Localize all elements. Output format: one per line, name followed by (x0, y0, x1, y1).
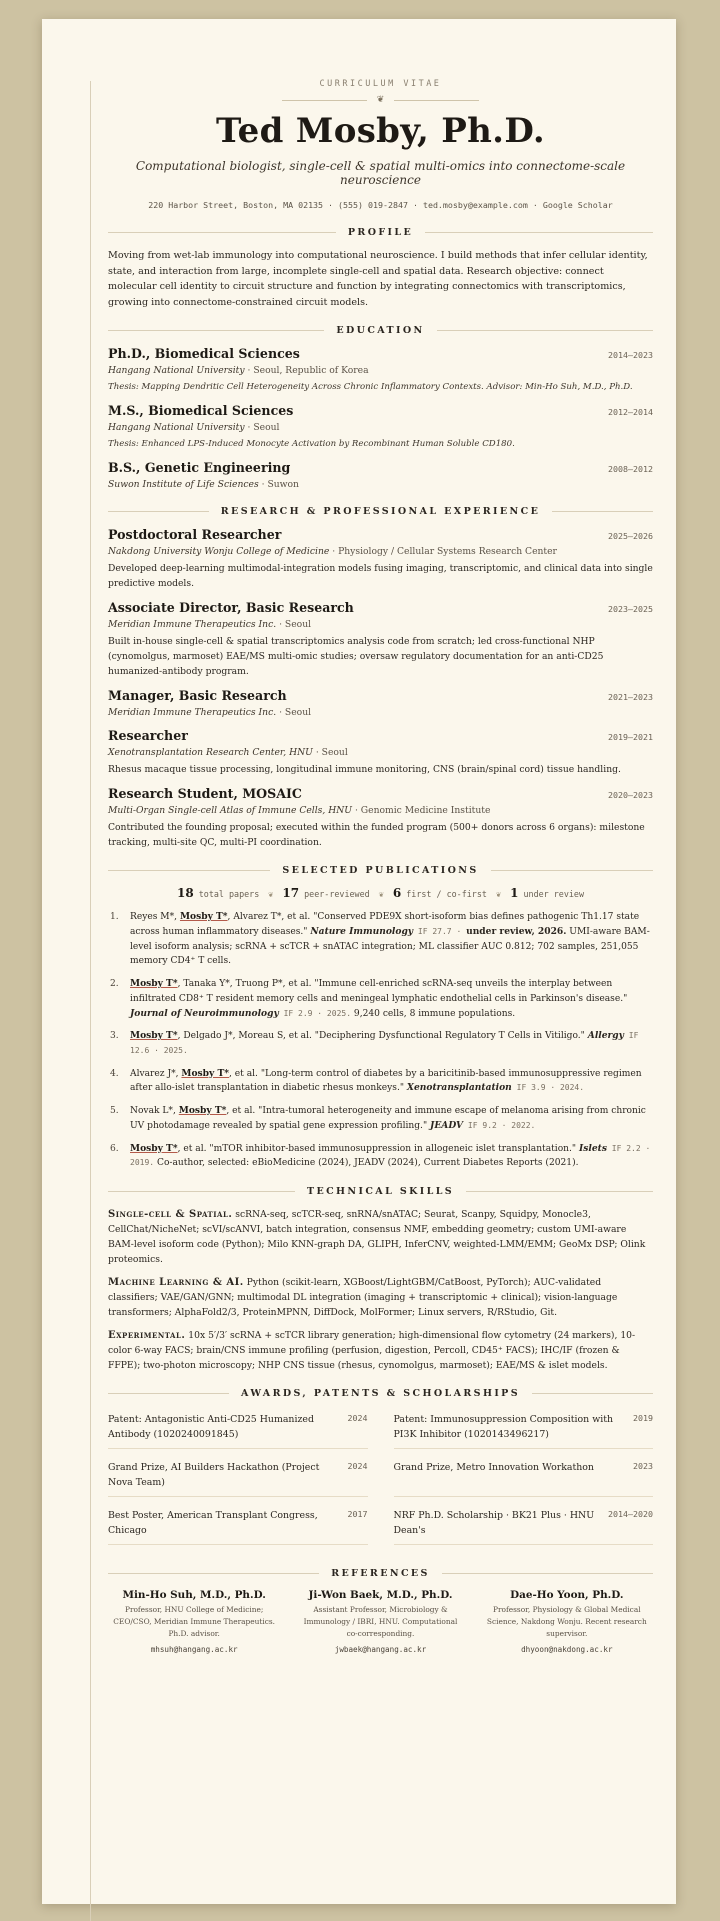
impact-factor: IF 12.6 · 2025. (130, 1031, 639, 1055)
publication-number: 1. (110, 912, 119, 923)
reference-role: Professor, HNU College of Medicine; CEO/CSO, Meridian Immune Therapeutics. Ph.D. advisor. (113, 1604, 276, 1638)
entry-header (108, 688, 653, 703)
institution-place: · Suwon (258, 479, 299, 491)
citation-title: , et al. "Long-term control of diabetes by a baricitinib-based immunosuppressive regimen after allo-islet transplantation in diabetic rhesus monkeys." (130, 1068, 642, 1094)
award-title: Grand Prize, Metro Innovation Workathon (393, 1461, 594, 1473)
award-title: Patent: Immunosuppression Composition with PI3K Inhibitor (1020143496217) (393, 1413, 614, 1440)
skill-text: 10x 5′/3′ scRNA + scTCR library generation; high-dimensional flow cytometry (24 markers), 10-color 6-way FACS; brain/CNS immune profiling (perfusion, digestion, Percoll, CD45⁺ FACS); IHC/IF (frozen & FFPE); two-photon microscopy; NHP CNS tissue (rhesus, cynomolgus, marmoset); EAE/MS & islet models. (108, 1329, 636, 1371)
reference-card (108, 1589, 280, 1654)
publication-item (108, 1142, 653, 1171)
award-title: Best Poster, American Transplant Congress, Chicago (108, 1509, 318, 1536)
author-highlight: Mosby T* (178, 1105, 227, 1117)
award-item (394, 1505, 654, 1545)
organization (108, 804, 653, 817)
skill-group (108, 1207, 653, 1267)
organization-unit: · Genomic Medicine Institute (352, 805, 491, 817)
tagline: Computational biologist, single-cell & spatial multi-omics into connectome-scale neuroscience (135, 159, 626, 187)
cv-content (108, 79, 653, 1654)
publication-citation (130, 977, 653, 1021)
publication-item (108, 1029, 653, 1058)
institution-name: Hangang National University (108, 422, 245, 434)
fleuron-icon: ❦ (378, 889, 384, 900)
organization-name: Meridian Immune Therapeutics Inc. (108, 707, 277, 719)
skill-heading: Single-cell & Spatial. (108, 1208, 233, 1220)
education-entry (108, 460, 653, 491)
author-highlight: Mosby T* (130, 1142, 178, 1154)
entry-header (108, 786, 653, 801)
entry-date: 2012–2014 (608, 407, 653, 418)
reference-card (481, 1589, 653, 1654)
section-heading-experience: RESEARCH & PROFESSIONAL EXPERIENCE (108, 506, 653, 517)
organization-unit: · Seoul (276, 619, 312, 631)
entry-header (108, 346, 653, 361)
entry-date: 2025–2026 (608, 531, 653, 542)
education-list (108, 346, 653, 491)
organization-unit: · Seoul (276, 707, 312, 719)
degree-title: Ph.D., Biomedical Sciences (108, 346, 300, 362)
fleuron-icon: ❦ (376, 95, 385, 105)
reference-card (294, 1589, 466, 1654)
organization-unit: · Seoul (312, 747, 348, 759)
education-entry (108, 403, 653, 451)
thesis-note: Thesis: Mapping Dendritic Cell Heterogeneity Across Chronic Inflammatory Contexts. Advisor: Min-Ho Suh, M.D., Ph.D. (108, 382, 633, 393)
institution-name: Suwon Institute of Life Sciences (108, 479, 259, 491)
reference-role: Assistant Professor, Microbiology & Immunology / IBRI, HNU. Computational co-corresponding. (303, 1604, 458, 1638)
author-highlight: Mosby T* (181, 1067, 230, 1079)
skill-group (108, 1328, 653, 1373)
organization-name: Meridian Immune Therapeutics Inc. (108, 619, 277, 631)
document-eyebrow: CURRICULUM VITAE (319, 79, 442, 89)
job-description: Developed deep-learning multimodal-integration models fusing imaging, transcriptomic, and clinical data into single predictive models. (108, 563, 653, 590)
entry-date: 2021–2023 (608, 692, 653, 703)
award-item (108, 1409, 368, 1449)
citation-authors-pre: Alvarez J*, (130, 1068, 182, 1079)
organization (108, 618, 653, 631)
publication-number: 2. (110, 979, 119, 990)
publication-citation (130, 1067, 653, 1096)
experience-list (108, 527, 653, 850)
journal-name: Islets (579, 1142, 607, 1154)
impact-factor: IF 2.9 · 2025. (278, 1008, 352, 1018)
organization-name: Nakdong University Wonju College of Medicine (108, 546, 330, 558)
institution-place: · Seoul, Republic of Korea (244, 365, 369, 377)
entry-header (108, 460, 653, 475)
skill-heading: Experimental. (108, 1329, 186, 1341)
degree-title: B.S., Genetic Engineering (108, 460, 291, 476)
institution (108, 421, 653, 434)
publication-status: under review, 2026. (466, 926, 567, 938)
organization (108, 706, 653, 719)
impact-factor: IF 9.2 · 2022. (463, 1120, 536, 1130)
reference-email: dhyoon@nakdong.ac.kr (521, 1644, 613, 1654)
journal-name: Xenotransplantation (406, 1082, 512, 1094)
author-highlight: Mosby T* (130, 1030, 178, 1042)
entry-header (108, 403, 653, 418)
publication-stats: 18 total papers ❦ 17 peer-reviewed ❦ 6 first / co-first ❦ 1 under review (176, 886, 584, 901)
publication-citation (130, 1104, 653, 1133)
entry-date: 2020–2023 (608, 790, 653, 801)
publication-item (108, 1067, 653, 1096)
experience-entry (108, 688, 653, 719)
skill-text: Python (scikit-learn, XGBoost/LightGBM/CatBoost, PyTorch); AUC-validated classifiers; VAE/GAN/GNN; multimodal DL integration (imaging + transcriptomic + clinical); vision-language transformers; AlphaFold2/3, ProteinMPNN, DiffDock, MolFormer; Linux servers, R/RStudio, Git. (108, 1276, 618, 1318)
fleuron-icon: ❦ (268, 889, 274, 900)
job-description: Built in-house single-cell & spatial transcriptomics analysis code from scratch; led cross-functional NHP (cynomolgus, marmoset) EAE/MS multi-omic studies; oversaw regulatory documentation for an anti-CD25 humanized-antibody program. (108, 636, 604, 678)
entry-date: 2008–2012 (608, 464, 653, 475)
citation-title: , Tanaka Y*, Truong P*, et al. "Immune cell-enriched scRNA-seq unveils the interplay between infiltrated CD8⁺ T resident memory cells and meningeal lymphatic endothelial cells in Parkinson's disease." (130, 979, 628, 1004)
author-highlight: Mosby T* (130, 978, 178, 990)
degree-title: M.S., Biomedical Sciences (108, 403, 294, 419)
experience-entry (108, 728, 653, 777)
citation-title: , Alvarez T*, et al. "Conserved PDE9X short-isoform bias defines pathogenic Th1.17 state across human inflammatory diseases." (130, 912, 640, 938)
job-title: Researcher (108, 728, 188, 744)
award-date: 2023 (633, 1460, 653, 1471)
awards-grid (108, 1409, 653, 1553)
job-description: Rhesus macaque tissue processing, longitudinal immune monitoring, CNS (brain/spinal cord) tissue handling. (108, 764, 621, 776)
entry-header (108, 527, 653, 542)
ornament-divider (108, 95, 653, 105)
contact-line: 220 Harbor Street, Boston, MA 02135 · (555) 019-2847 · ted.mosby@example.com · Google Scholar (148, 200, 613, 210)
experience-entry (108, 786, 653, 850)
skill-text: scRNA-seq, scTCR-seq, snRNA/snATAC; Seurat, Scanpy, Squidpy, Monocle3, CellChat/NicheNet; scVI/scANVI, batch integration, consensus NMF, embedding geometry; custom UMI-aware BAM-level isoform code (Python); Milo KNN-graph DA, GLIPH, InferCNV, weighted-LMM/EMM; GeoMx DSP; Olink proteomics. (108, 1208, 646, 1265)
publication-detail: Co-author, selected: eBioMedicine (2024), JEADV (2024), Current Diabetes Reports (2021). (154, 1158, 579, 1169)
award-title: Patent: Antagonistic Anti-CD25 Humanized Antibody (1020240091845) (108, 1413, 314, 1440)
publication-number: 4. (110, 1068, 119, 1079)
organization-name: Multi-Organ Single-cell Atlas of Immune Cells, HNU (108, 805, 353, 817)
citation-title: , Delgado J*, Moreau S, et al. "Deciphering Dysfunctional Regulatory T Cells in Vitiligo." (177, 1031, 588, 1042)
publication-citation (130, 1142, 653, 1171)
organization (108, 746, 653, 759)
publication-item (108, 977, 653, 1021)
publication-list (108, 910, 653, 1171)
section-heading-profile: PROFILE (108, 227, 653, 238)
award-title: NRF Ph.D. Scholarship · BK21 Plus · HNU Dean's (393, 1509, 595, 1536)
thesis-note: Thesis: Enhanced LPS-Induced Monocyte Activation by Recombinant Human Soluble CD180. (108, 439, 515, 450)
entry-date: 2019–2021 (608, 732, 653, 743)
organization (108, 545, 653, 558)
institution (108, 478, 653, 491)
publication-citation (130, 910, 653, 969)
stat-total-count: 18 (176, 886, 194, 901)
job-title: Manager, Basic Research (108, 688, 287, 704)
reference-role: Professor, Physiology & Global Medical Science, Nakdong Wonju. Recent research supervisor. (486, 1604, 647, 1638)
skill-heading: Machine Learning & AI. (108, 1276, 244, 1288)
entry-header (108, 600, 653, 615)
impact-factor: IF 3.9 · 2024. (511, 1083, 585, 1093)
citation-title: , et al. "mTOR inhibitor-based immunosuppression in allogeneic islet transplantation." (177, 1143, 579, 1154)
institution-place: · Seoul (244, 422, 280, 434)
entry-date: 2014–2023 (608, 350, 653, 361)
entry-date: 2023–2025 (608, 604, 653, 615)
award-item (394, 1457, 654, 1497)
job-title: Research Student, MOSAIC (108, 786, 302, 802)
institution (108, 364, 653, 377)
cv-page (42, 19, 676, 1904)
award-item (108, 1457, 368, 1497)
citation-authors-pre: Novak L*, (130, 1106, 179, 1117)
journal-name: Journal of Neuroimmunology (130, 1007, 279, 1019)
reference-name: Dae-Ho Yoon, Ph.D. (510, 1588, 624, 1601)
profile-text: Moving from wet-lab immunology into computational neuroscience. I build methods that infer cellular identity, state, and interaction from large, incomplete single-cell and spatial data. Research objective: connect molecular cell identity to circuit structure and function by integrating connectomics with transcriptomics, growing into connectome-constrained circuit models. (108, 250, 648, 308)
job-description: Contributed the founding proposal; executed within the funded program (500+ donors across 6 organs): milestone tracking, multi-site QC, multi-PI coordination. (108, 822, 645, 849)
publication-number: 5. (110, 1106, 119, 1117)
section-heading-references: REFERENCES (108, 1568, 653, 1579)
journal-name: Allergy (587, 1030, 624, 1042)
publication-item (108, 1104, 653, 1133)
award-date: 2024 (347, 1412, 368, 1423)
reference-email: jwbaek@hangang.ac.kr (334, 1644, 427, 1654)
job-title: Postdoctoral Researcher (108, 527, 282, 543)
award-title: Grand Prize, AI Builders Hackathon (Project Nova Team) (108, 1461, 320, 1488)
section-heading-publications: SELECTED PUBLICATIONS (108, 865, 653, 876)
references-grid (108, 1589, 653, 1654)
stat-review-count: 1 (510, 886, 519, 901)
publication-number: 6. (110, 1143, 119, 1154)
section-heading-skills: TECHNICAL SKILLS (108, 1186, 653, 1197)
author-highlight: Mosby T* (179, 911, 228, 923)
skill-group (108, 1275, 653, 1320)
award-date: 2019 (633, 1412, 653, 1423)
stat-first-count: 6 (392, 886, 402, 901)
impact-factor: IF 2.2 · 2019. (130, 1143, 651, 1168)
experience-entry (108, 527, 653, 591)
reference-name: Min-Ho Suh, M.D., Ph.D. (122, 1588, 266, 1601)
section-heading-awards: AWARDS, PATENTS & SCHOLARSHIPS (108, 1388, 653, 1399)
publication-number: 3. (110, 1031, 119, 1042)
organization-name: Xenotransplantation Research Center, HNU (108, 747, 313, 759)
citation-authors-pre: Reyes M*, (130, 912, 180, 923)
citation-title: , et al. "Intra-tumoral heterogeneity and immune escape of melanoma arising from chronic UV photodamage revealed by spatial gene expression profiling." (130, 1106, 646, 1131)
education-entry (108, 346, 653, 394)
reference-email: mhsuh@hangang.ac.kr (150, 1644, 238, 1654)
fleuron-icon: ❦ (495, 889, 502, 900)
impact-factor: IF 27.7 · (413, 927, 467, 937)
job-title: Associate Director, Basic Research (108, 600, 354, 616)
person-name: Ted Mosby, Ph.D. (215, 111, 546, 151)
publication-citation (130, 1029, 653, 1058)
award-date: 2014–2020 (608, 1508, 653, 1519)
award-date: 2024 (347, 1460, 368, 1471)
publication-detail: 9,240 cells, 8 immune populations. (351, 1008, 516, 1019)
journal-name: Nature Immunology (310, 926, 414, 938)
margin-rule (90, 81, 91, 1921)
publication-item (108, 910, 653, 969)
experience-entry (108, 600, 653, 679)
skills-list (108, 1207, 653, 1373)
award-item (394, 1409, 654, 1449)
section-heading-education: EDUCATION (108, 325, 653, 336)
organization-unit: · Physiology / Cellular Systems Research Center (329, 546, 557, 558)
award-date: 2017 (347, 1508, 368, 1519)
entry-header (108, 728, 653, 743)
stat-peer-count: 17 (282, 886, 300, 901)
journal-name: JEADV (430, 1119, 464, 1131)
institution-name: Hangang National University (108, 365, 245, 377)
publication-detail: UMI-aware BAM-level isoform analysis; scRNA + scTCR + snATAC integration; ML classifier AUC 0.812; 702 samples, 251,055 memory CD4⁺ T cells. (130, 927, 650, 967)
reference-name: Ji-Won Baek, M.D., Ph.D. (308, 1588, 453, 1601)
award-item (108, 1505, 368, 1545)
